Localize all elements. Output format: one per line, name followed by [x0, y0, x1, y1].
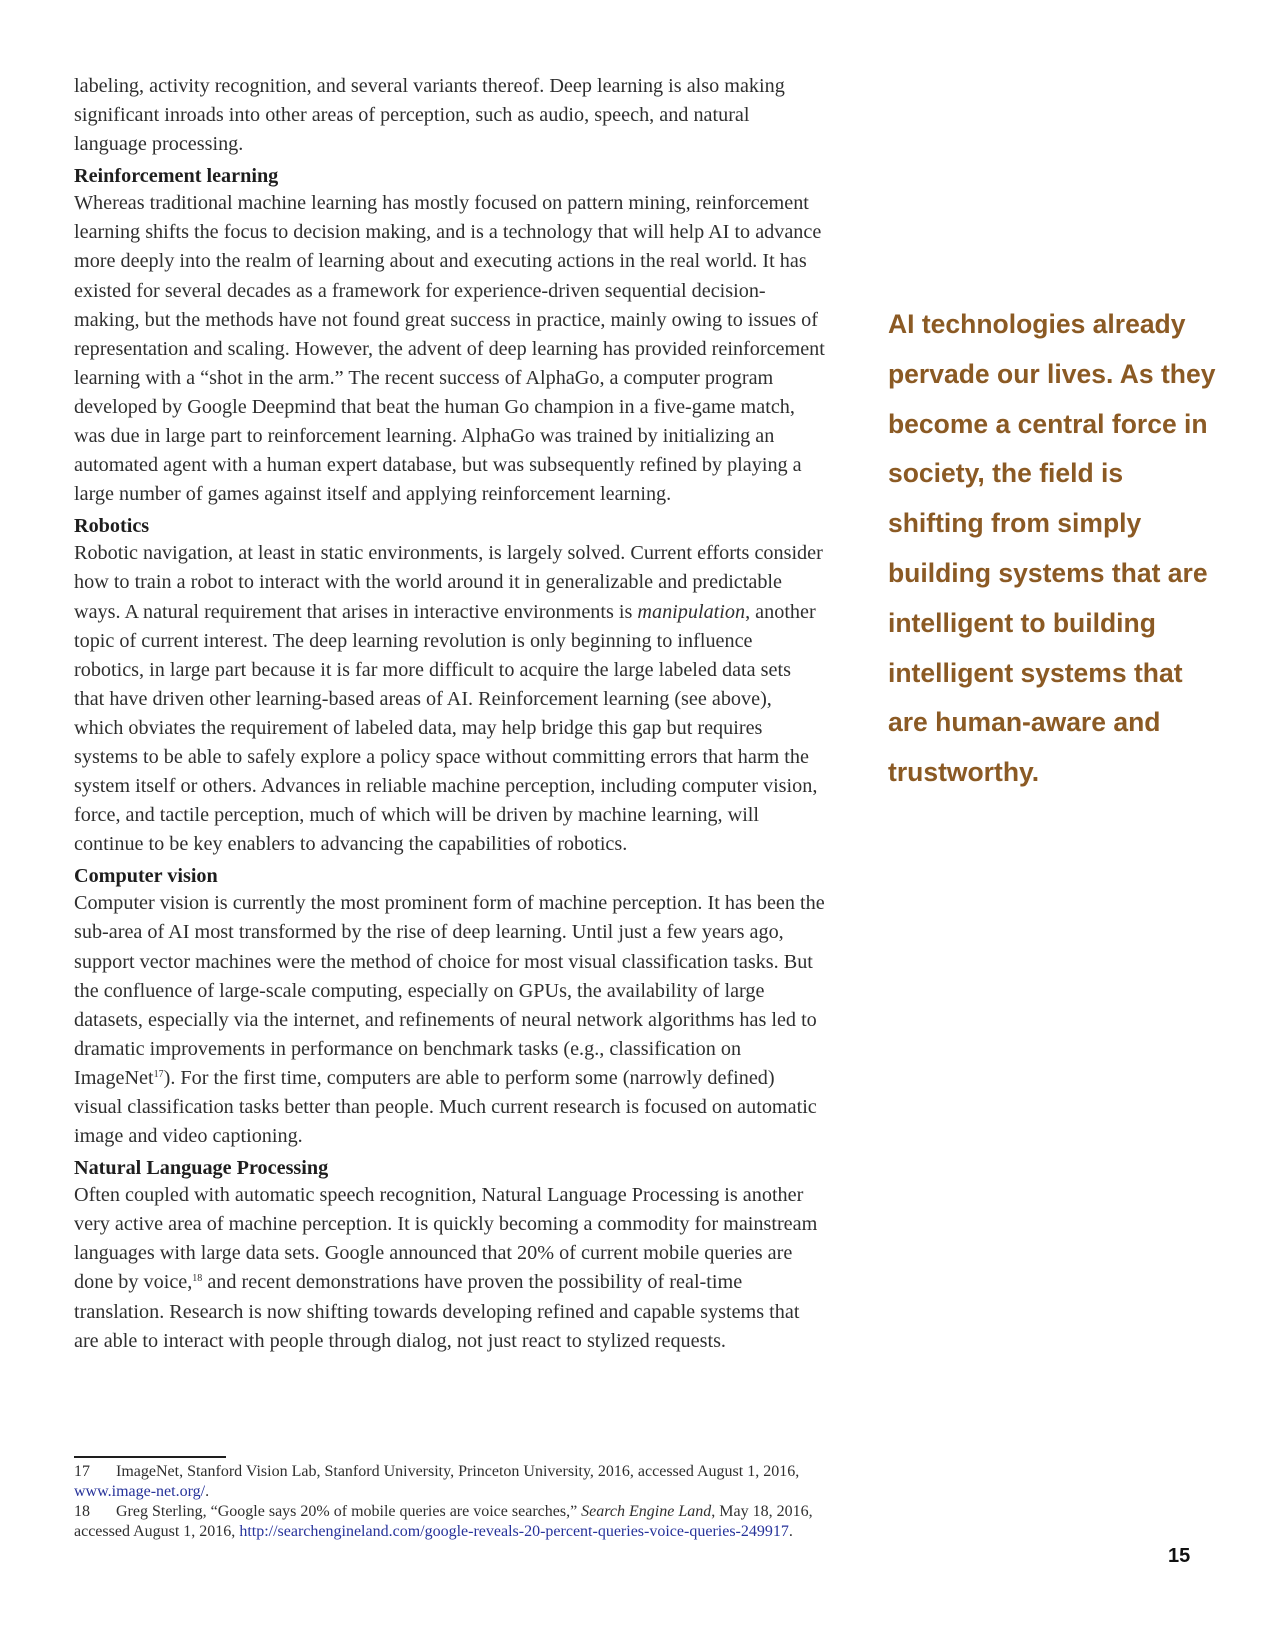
heading-computer-vision: Computer vision — [74, 865, 218, 888]
footnote-ref-18[interactable]: 18 — [192, 1273, 203, 1285]
footnote-ref-17[interactable]: 17 — [153, 1068, 164, 1080]
footnote-divider — [74, 1456, 226, 1458]
intro-paragraph: labeling, activity recognition, and several variants thereof. Deep learning is also making significant inroads into other areas of perception, such as audio, speech, and natural language processing. — [74, 75, 785, 156]
heading-reinforcement-learning: Reinforcement learning — [74, 165, 279, 188]
reinforcement-paragraph: Whereas traditional machine learning has mostly focused on pattern mining, reinforcement learning shifts the focus to decision making, and is a technology that will help AI to advance more deeply into the realm of learning about and executing actions in the real world. It has existed for several decades as a framework for experience-driven sequential decision-making, but the methods have not found great success in practice, mainly owing to issues of representation and scaling. However, the advent of deep learning has provided reinforcement learning with a “shot in the arm.” The recent success of AlphaGo, a computer program developed by Google Deepmind that beat the human Go champion in a five-game match, was due in large part to reinforcement learning. AlphaGo was trained by initializing an automated agent with a human expert database, but was subsequently refined by playing a large number of games against itself and applying reinforcement learning. — [74, 192, 825, 506]
main-column — [74, 72, 826, 1356]
footnote-18-link[interactable]: http://searchengineland.com/google-reveals-20-percent-queries-voice-queries-249917 — [239, 1523, 789, 1540]
footnote-17: 17 ImageNet, Stanford Vision Lab, Stanford University, Princeton University, 2016, accessed August 1, 2016, www.image-net.org/. — [74, 1463, 800, 1500]
heading-nlp: Natural Language Processing — [74, 1157, 329, 1180]
nlp-paragraph: Often coupled with automatic speech recognition, Natural Language Processing is another very active area of machine perception. It is quickly becoming a commodity for mainstream languages with large data sets. Google announced that 20% of current mobile queries are done by voice,$^{18}$ and recent demonstrations have proven the possibility of real-time translation. Research is now shifting towards developing refined and capable systems that are able to interact with people through dialog, not just react to stylized requests. — [74, 1184, 818, 1352]
computer-vision-paragraph: Computer vision is currently the most prominent form of machine perception. It has been the sub-area of AI most transformed by the rise of deep learning. Until just a few years ago, support vector machines were the method of choice for most visual classification tasks. But the confluence of large-scale computing, especially on GPUs, the availability of large datasets, especially via the internet, and refinements of neural network algorithms has led to dramatic improvements in performance on benchmark tasks (e.g., classification on ImageNet$^{17}$). For the first time, computers are able to perform some (narrowly defined) visual classification tasks better than people. Much current research is focused on automatic image and video captioning. — [74, 892, 825, 1148]
footnote-17-link[interactable]: www.image-net.org/ — [74, 1483, 206, 1500]
pull-quote: AI technologies already pervade our lives. As they become a central force in society, the field is shifting from simply building systems that are intelligent to building intelligent systems that are human-aware and trustworthy. — [888, 309, 1216, 788]
footnote-18: 18 Greg Sterling, “Google says 20% of mobile queries are voice searches,” Search Engine Land, May 18, 2016, accessed August 1, 2016, http://searchengineland.com/google-reveals-20-percent-queries-voice-queries-249917. — [74, 1503, 813, 1540]
footnotes — [74, 1456, 834, 1542]
manipulation-term: manipulation — [637, 600, 746, 623]
robotics-paragraph: Robotic navigation, at least in static environments, is largely solved. Current efforts consider how to train a robot to interact with the world around it in generalizable and predictable ways. A natural requirement that arises in interactive environments is manipulation, another topic of current interest. The deep learning revolution is only beginning to influence robotics, in large part because it is far more difficult to acquire the large labeled data sets that have driven other learning-based areas of AI. Reinforcement learning (see above), which obviates the requirement of labeled data, may help bridge this gap but requires systems to be able to safely explore a policy space without committing errors that harm the system itself or others. Advances in reliable machine perception, including computer vision, force, and tactile perception, much of which will be driven by machine learning, will continue to be key enablers to advancing the capabilities of robotics. — [74, 542, 823, 856]
page-number: 15 — [1168, 1545, 1191, 1567]
heading-robotics: Robotics — [74, 515, 150, 538]
